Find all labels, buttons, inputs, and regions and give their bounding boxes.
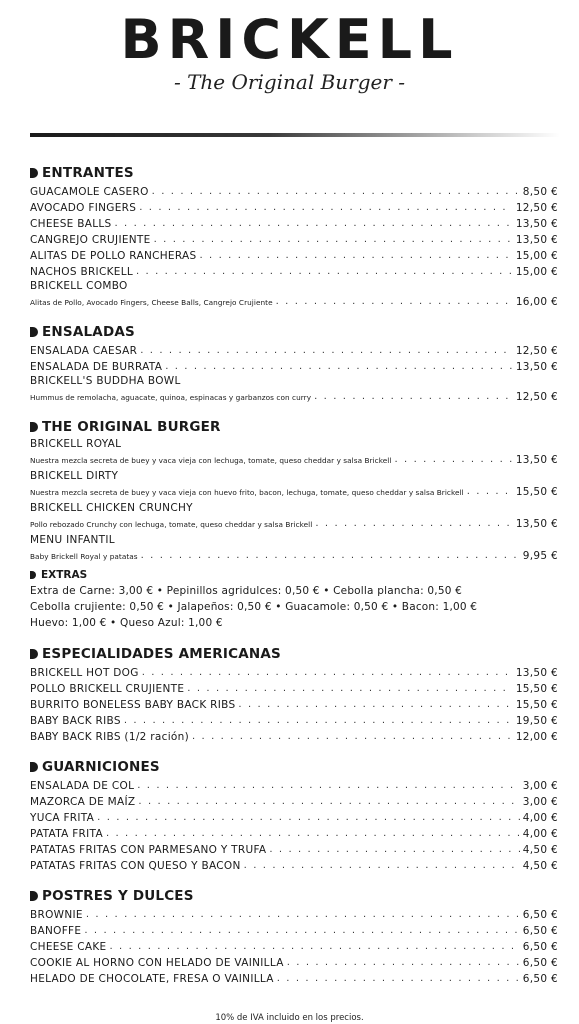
menu-item-row <box>30 183 558 199</box>
menu-item-row <box>30 389 558 404</box>
dot-leader <box>139 201 513 215</box>
section-title <box>30 164 558 182</box>
menu-item-row <box>30 696 558 712</box>
dot-leader <box>97 811 520 825</box>
menu-section <box>30 323 558 404</box>
menu-item-name: BURRITO BONELESS BABY BACK RIBS <box>30 699 236 711</box>
menu-item-row <box>30 199 558 215</box>
menu-item-price: 4,50 € <box>522 844 558 856</box>
brand-tagline: - The Original Burger - <box>173 70 406 94</box>
menu-item-price: 16,00 € <box>515 296 558 308</box>
menu-item-name: MAZORCA DE MAÍZ <box>30 796 136 808</box>
menu-item-price: 4,00 € <box>522 812 558 824</box>
menu-item-description: Nuestra mezcla secreta de buey y vaca vieja con lechuga, tomate, queso cheddar y salsa Brickell <box>30 456 392 465</box>
dot-leader <box>394 453 512 467</box>
menu-item-price: 6,50 € <box>522 957 558 969</box>
menu-item-name: CANGREJO CRUJIENTE <box>30 234 151 246</box>
dot-leader <box>124 714 513 728</box>
section-title-text: POSTRES Y DULCES <box>42 888 194 904</box>
menu-item-name: ENSALADA CAESAR <box>30 345 138 357</box>
dot-leader <box>136 265 513 279</box>
menu-item-row <box>30 728 558 744</box>
dot-leader <box>142 666 513 680</box>
dot-leader <box>137 779 520 793</box>
menu-item-price: 13,50 € <box>515 518 558 530</box>
menu-item-price: 15,00 € <box>515 250 558 262</box>
extras-line: Huevo: 1,00 € • Queso Azul: 1,00 € <box>30 617 223 629</box>
menu-item-name: PATATA FRITA <box>30 828 103 840</box>
menu-item-row <box>30 452 558 467</box>
dot-leader <box>238 698 512 712</box>
menu-item-row <box>30 548 558 563</box>
section-marker-icon <box>30 649 38 659</box>
section-title <box>30 418 558 436</box>
menu-item-price: 15,50 € <box>515 486 558 498</box>
brand-logo: BRICKELL <box>120 8 459 71</box>
menu-item-row <box>30 809 558 825</box>
menu-item-name: ALITAS DE POLLO RANCHERAS <box>30 250 197 262</box>
section-marker-icon <box>30 422 38 432</box>
tax-note: 10% de IVA incluido en los precios. <box>215 1013 364 1023</box>
menu-item-description: Pollo rebozado Crunchy con lechuga, tomate, queso cheddar y salsa Brickell <box>30 520 313 529</box>
menu-item-price: 13,50 € <box>515 361 558 373</box>
menu-item-price: 12,50 € <box>515 202 558 214</box>
extras-line: Extra de Carne: 3,00 € • Pepinillos agridulces: 0,50 € • Cebolla plancha: 0,50 € <box>30 585 463 597</box>
menu-item-name: CHEESE BALLS <box>30 218 112 230</box>
section-title <box>30 758 558 776</box>
dot-leader <box>199 249 512 263</box>
menu-item-price: 12,00 € <box>515 731 558 743</box>
menu-item-name: POLLO BRICKELL CRUJIENTE <box>30 683 185 695</box>
menu-item-name: BRICKELL ROYAL <box>30 438 122 450</box>
menu-item-price: 13,50 € <box>515 454 558 466</box>
dot-leader <box>84 924 519 938</box>
menu-item-price: 15,50 € <box>515 699 558 711</box>
menu-item-price: 6,50 € <box>522 941 558 953</box>
section-title-text: GUARNICIONES <box>42 759 160 775</box>
menu-item-price: 3,00 € <box>522 796 558 808</box>
menu-item-price: 15,00 € <box>515 266 558 278</box>
section-marker-icon <box>30 891 38 901</box>
menu-header <box>0 0 579 140</box>
menu-item-name: GUACAMOLE CASERO <box>30 186 149 198</box>
menu-item-price: 6,50 € <box>522 909 558 921</box>
section-marker-icon <box>30 762 38 772</box>
menu-item-name: PATATAS FRITAS CON PARMESANO Y TRUFA <box>30 844 267 856</box>
menu-item-price: 15,50 € <box>515 683 558 695</box>
extras-title-text: EXTRAS <box>41 569 88 581</box>
header-divider <box>30 133 560 137</box>
menu-item-row <box>30 294 558 309</box>
menu-item-price: 9,95 € <box>522 550 558 562</box>
menu-item-name: BABY BACK RIBS (1/2 ración) <box>30 731 189 743</box>
extras-line: Cebolla crujiente: 0,50 € • Jalapeños: 0,50 € • Guacamole: 0,50 € • Bacon: 1,00 € <box>30 601 478 613</box>
menu-item-row <box>30 664 558 680</box>
dot-leader <box>109 940 519 954</box>
menu-item-price: 19,50 € <box>515 715 558 727</box>
menu-item-row <box>30 358 558 374</box>
menu-item-row <box>30 247 558 263</box>
dot-leader <box>140 344 513 358</box>
menu-item-row <box>30 777 558 793</box>
menu-item-name: BRICKELL CHICKEN CRUNCHY <box>30 502 193 514</box>
menu-item-row <box>30 793 558 809</box>
dot-leader <box>106 827 520 841</box>
section-marker-icon <box>30 168 38 178</box>
dot-leader <box>269 843 519 857</box>
menu-item-description: Hummus de remolacha, aguacate, quinoa, espinacas y garbanzos con curry <box>30 393 312 402</box>
menu-item-name: BRICKELL DIRTY <box>30 470 119 482</box>
menu-item-name: YUCA FRITA <box>30 812 95 824</box>
menu-item-name: NACHOS BRICKELL <box>30 266 133 278</box>
menu-item-name: BRICKELL COMBO <box>30 280 128 292</box>
menu-item-price: 6,50 € <box>522 973 558 985</box>
menu-item-row <box>30 906 558 922</box>
dot-leader <box>187 682 513 696</box>
dot-leader <box>165 360 513 374</box>
menu-item-row <box>30 516 558 531</box>
dot-leader <box>141 549 520 563</box>
menu-item-name: CHEESE CAKE <box>30 941 107 953</box>
section-title-text: ENSALADAS <box>42 324 135 340</box>
menu-item-row <box>30 970 558 986</box>
menu-item-name: HELADO DE CHOCOLATE, FRESA O VAINILLA <box>30 973 274 985</box>
menu-item-name: BRICKELL HOT DOG <box>30 667 139 679</box>
dot-leader <box>138 795 519 809</box>
menu-item-price: 13,50 € <box>515 218 558 230</box>
dot-leader <box>192 730 513 744</box>
menu-item-name: BROWNIE <box>30 909 83 921</box>
menu-item-row <box>30 922 558 938</box>
menu-item-description: Alitas de Pollo, Avocado Fingers, Cheese Balls, Cangrejo Crujiente <box>30 298 273 307</box>
menu-item-row <box>30 841 558 857</box>
menu-item-price: 6,50 € <box>522 925 558 937</box>
dot-leader <box>152 185 520 199</box>
menu-section <box>30 645 558 744</box>
menu-item-row <box>30 231 558 247</box>
extras-marker-icon <box>30 571 36 579</box>
menu-item-row <box>30 825 558 841</box>
dot-leader <box>287 956 520 970</box>
menu-item-name: BABY BACK RIBS <box>30 715 121 727</box>
menu-item-description: Baby Brickell Royal y patatas <box>30 552 138 561</box>
menu-item-price: 8,50 € <box>522 186 558 198</box>
menu-section <box>30 418 558 631</box>
section-title <box>30 645 558 663</box>
menu-item-price: 4,00 € <box>522 828 558 840</box>
menu-item-price: 12,50 € <box>515 391 558 403</box>
menu-item-name: COOKIE AL HORNO CON HELADO DE VAINILLA <box>30 957 284 969</box>
dot-leader <box>314 390 513 404</box>
menu-item-row <box>30 857 558 873</box>
menu-item-name: PATATAS FRITAS CON QUESO Y BACON <box>30 860 241 872</box>
menu-content <box>30 164 558 1000</box>
dot-leader <box>86 908 520 922</box>
extras-title <box>30 567 558 583</box>
section-title <box>30 323 558 341</box>
section-title-text: THE ORIGINAL BURGER <box>42 419 221 435</box>
dot-leader <box>277 972 520 986</box>
menu-item-row <box>30 954 558 970</box>
menu-item-name: MENU INFANTIL <box>30 534 115 546</box>
section-title-text: ENTRANTES <box>42 165 134 181</box>
menu-item-price: 13,50 € <box>515 667 558 679</box>
menu-item-row <box>30 680 558 696</box>
menu-item-price: 13,50 € <box>515 234 558 246</box>
menu-item-name: ENSALADA DE COL <box>30 780 135 792</box>
menu-item-price: 3,00 € <box>522 780 558 792</box>
menu-item-name: BANOFFE <box>30 925 82 937</box>
dot-leader <box>114 217 512 231</box>
menu-item-price: 12,50 € <box>515 345 558 357</box>
section-marker-icon <box>30 327 38 337</box>
dot-leader <box>154 233 513 247</box>
menu-section <box>30 164 558 309</box>
menu-item-row <box>30 484 558 499</box>
menu-item-description: Nuestra mezcla secreta de buey y vaca vieja con huevo frito, bacon, lechuga, tomate, queso cheddar y salsa Brickell <box>30 488 464 497</box>
menu-section <box>30 758 558 873</box>
menu-item-name: BRICKELL'S BUDDHA BOWL <box>30 375 181 387</box>
menu-item-row <box>30 263 558 279</box>
section-title-text: ESPECIALIDADES AMERICANAS <box>42 646 281 662</box>
dot-leader <box>315 517 512 531</box>
menu-item-row <box>30 938 558 954</box>
menu-item-row <box>30 215 558 231</box>
menu-item-price: 4,50 € <box>522 860 558 872</box>
dot-leader <box>244 859 520 873</box>
dot-leader <box>467 485 513 499</box>
section-title <box>30 887 558 905</box>
menu-item-row <box>30 712 558 728</box>
menu-item-name: AVOCADO FINGERS <box>30 202 137 214</box>
menu-item-name: ENSALADA DE BURRATA <box>30 361 163 373</box>
menu-section <box>30 887 558 986</box>
dot-leader <box>276 295 513 309</box>
menu-item-row <box>30 342 558 358</box>
